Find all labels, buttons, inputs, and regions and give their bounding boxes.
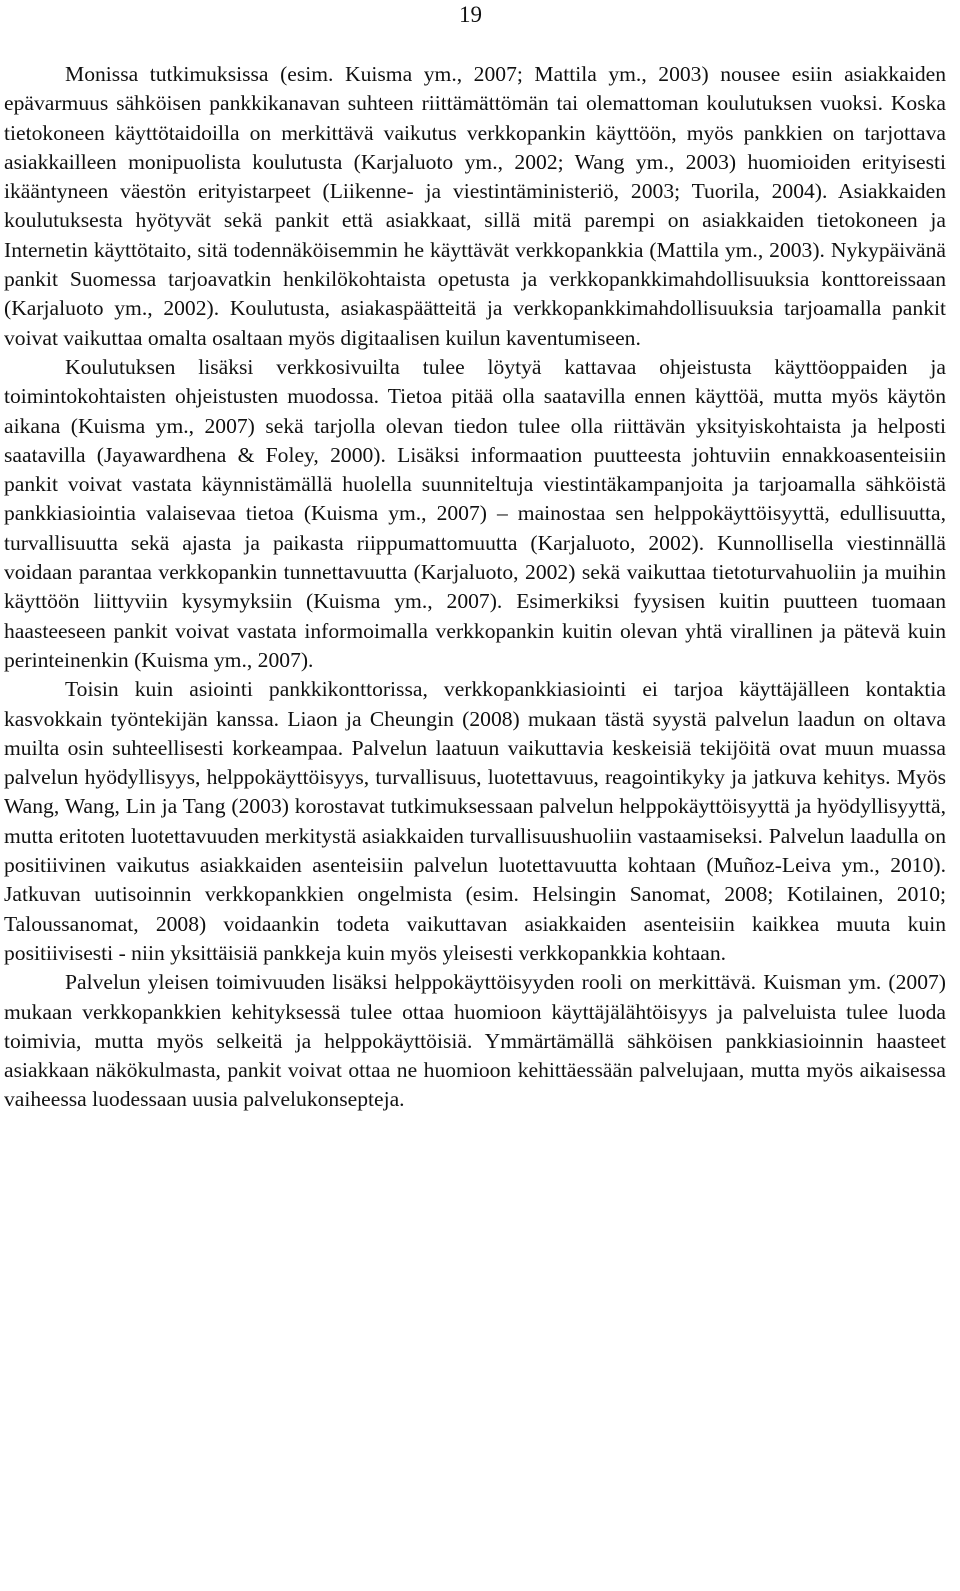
paragraph-3: Toisin kuin asiointi pankkikonttorissa, verkkopankkiasiointi ei tarjoa käyttäjälleen kontaktia kasvokkain työntekijän kanssa. Liaon ja Cheungin (2008) mukaan tästä syystä palvelun laadun on oltava muilta osin suhteellisesti korkeampaa. Palvelun laatuun vaikuttavia keskeisiä tekijöitä ovat muun muassa palvelun hyödyllisyys, helppokäyttöisyys, turvallisuus, luotettavuus, reagointikyky ja jatkuva kehitys. Myös Wang, Wang, Lin ja Tang (2003) korostavat tutkimuksessaan palvelun helppokäyttöisyyttä ja hyödyllisyyttä, mutta eritoten luotettavuuden merkitystä asiakkaiden turvallisuushuoliin vastaamiseksi. Palvelun laadulla on positiivinen vaikutus asiakkaiden asenteisiin palvelun luotettavuutta kohtaan (Muñoz-Leiva ym., 2010). Jatkuvan uutisoinnin verkkopankkien ongelmista (esim. Helsingin Sanomat, 2008; Kotilainen, 2010; Taloussanomat, 2008) voidaankin todeta vaikuttavan asiakkaiden asenteisiin kaikkea muuta kuin positiivisesti - niin yksittäisiä pankkeja kuin myös yleisesti verkkopankkia kohtaan.	[4, 677, 946, 965]
document-body	[4, 60, 946, 1115]
paragraph-2: Koulutuksen lisäksi verkkosivuilta tulee löytyä kattavaa ohjeistusta käyttöoppaiden ja toimintokohtaisten ohjeistusten muodossa. Tietoa pitää olla saatavilla ennen käyttöä, mutta myös käytön aikana (Kuisma ym., 2007) sekä tarjolla olevan tiedon tulee olla riittävän yksityiskohtaista ja helposti saatavilla (Jayawardhena & Foley, 2000). Lisäksi informaation puutteesta johtuviin ennakkoasenteisiin pankit voivat vastata käynnistämällä huolella suunniteltuja viestintäkampanjoita ja tarjoamalla sähköistä pankkiasiointia valaisevaa tietoa (Kuisma ym., 2007) – mainostaa sen helppokäyttöisyyttä, edullisuutta, turvallisuutta sekä ajasta ja paikasta riippumattomuutta (Karjaluoto, 2002). Kunnollisella viestinnällä voidaan parantaa verkkopankin tunnettavuutta (Karjaluoto, 2002) sekä vaikuttaa tietoturvahuoliin ja muihin käyttöön liittyviin kysymyksiin (Kuisma ym., 2007). Esimerkiksi fyysisen kuitin puutteen tuomaan haasteeseen pankit voivat vastata informoimalla verkkopankin kuitin olevan yhtä virallinen ja pätevä kuin perinteinenkin (Kuisma ym., 2007).	[4, 354, 946, 672]
page-number: 19	[459, 2, 482, 27]
paragraph-4: Palvelun yleisen toimivuuden lisäksi helppokäyttöisyyden rooli on merkittävä. Kuisman ym. (2007) mukaan verkkopankkien kehityksessä tulee ottaa huomioon käyttäjälähtöisyys ja palveluista tulee luoda toimivia, mutta myös selkeitä ja helppokäyttöisiä. Ymmärtämällä sähköisen pankkiasioinnin haasteet asiakkaan näkökulmasta, pankit voivat ottaa ne huomioon kehittäessään palvelujaan, mutta myös aikaisessa vaiheessa luodessaan uusia palvelukonsepteja.	[4, 970, 946, 1112]
paragraph-1: Monissa tutkimuksissa (esim. Kuisma ym., 2007; Mattila ym., 2003) nousee esiin asiakkaiden epävarmuus sähköisen pankkikanavan suhteen riittämättömän tai olemattoman koulutuksen vuoksi. Koska tietokoneen käyttötaidoilla on merkittävä vaikutus verkkopankin käyttöön, myös pankkien on tarjottava asiakkailleen monipuolista koulutusta (Karjaluoto ym., 2002; Wang ym., 2003) huomioiden erityisesti ikääntyneen väestön erityistarpeet (Liikenne- ja viestintäministeriö, 2003; Tuorila, 2004). Asiakkaiden koulutuksesta hyötyvät sekä pankit että asiakkaat, sillä mitä parempi on asiakkaiden tietokoneen ja Internetin käyttötaito, sitä todennäköisemmin he käyttävät verkkopankkia (Mattila ym., 2003). Nykypäivänä pankit Suomessa tarjoavatkin henkilökohtaista opetusta ja verkkopankkimahdollisuuksia konttoreissaan (Karjaluoto ym., 2002). Koulutusta, asiakaspäätteitä ja verkkopankkimahdollisuuksia tarjoamalla pankit voivat vaikuttaa omalta osaltaan myös digitaalisen kuilun kaventumiseen.	[4, 62, 946, 350]
